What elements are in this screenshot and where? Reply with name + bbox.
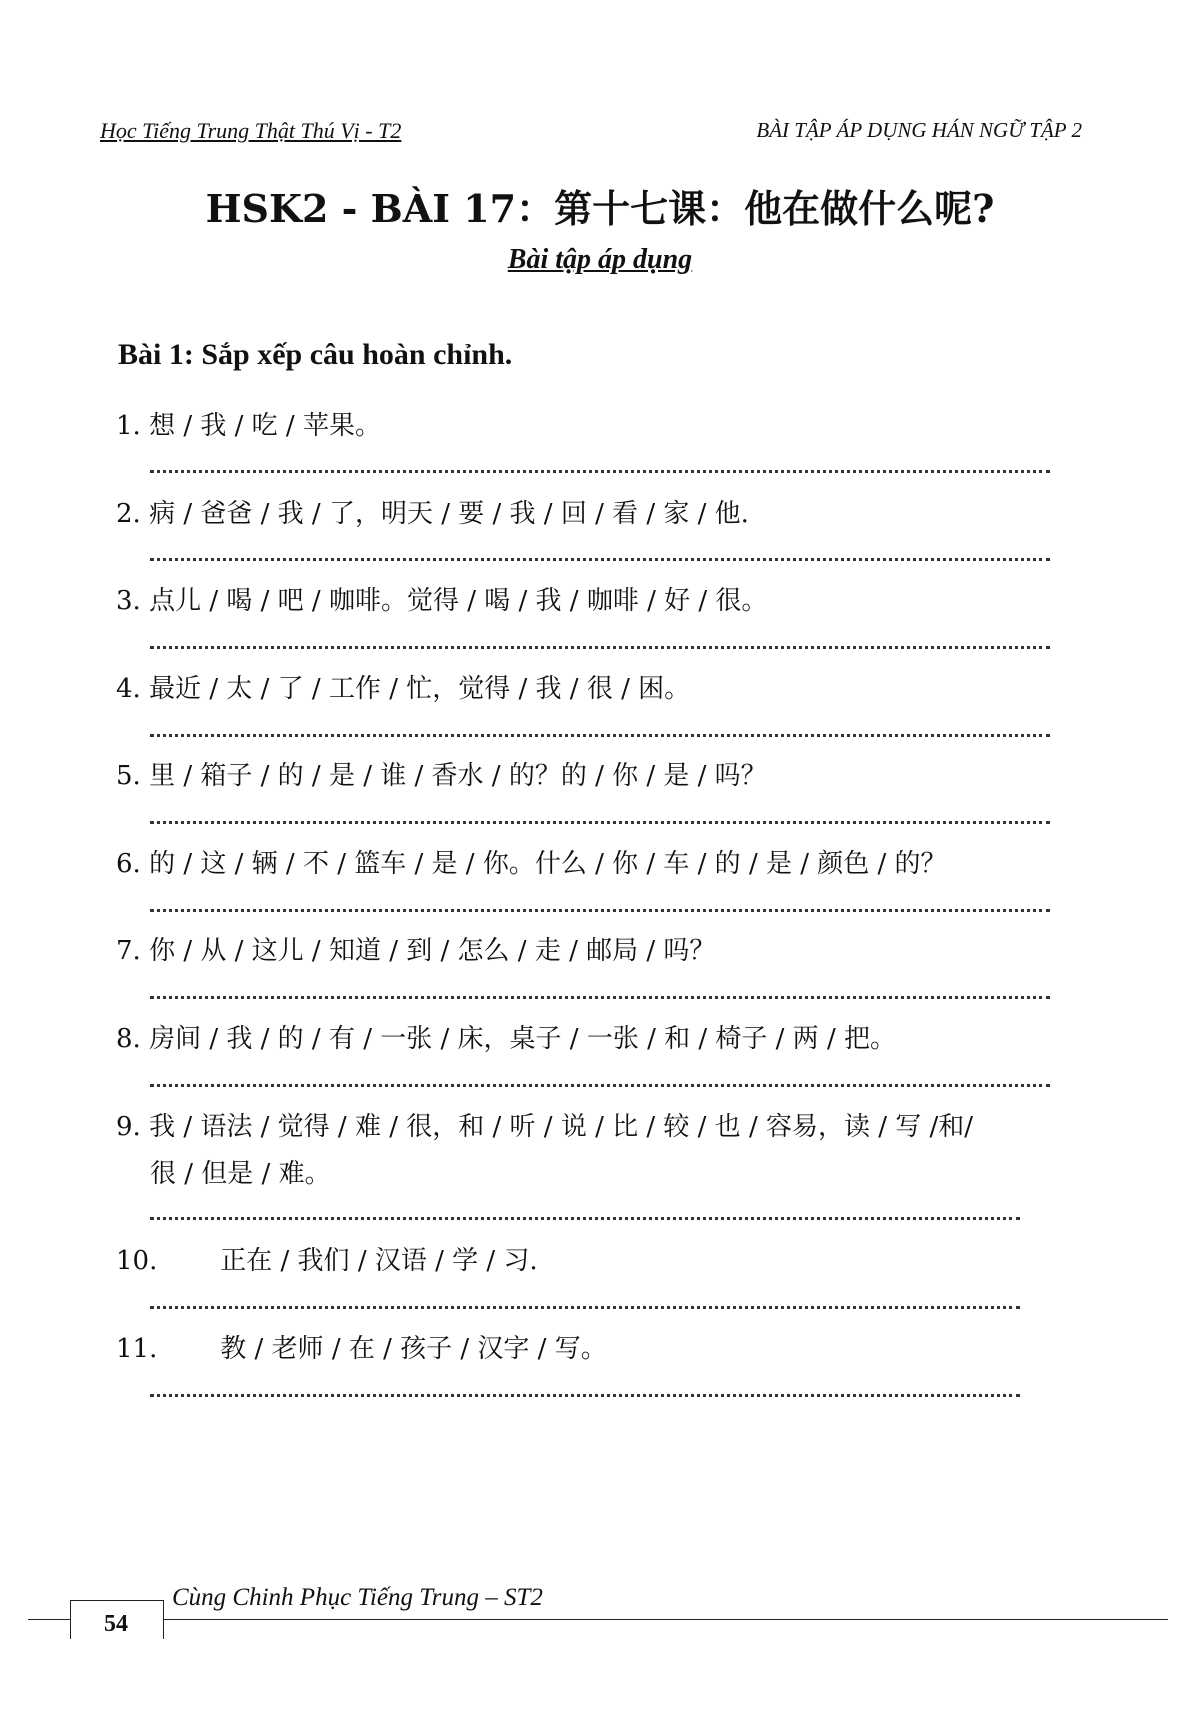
question-text: 正在 / 我们 / 汉语 / 学 / 习.: [220, 1246, 538, 1276]
question-text: 我 / 语法 / 觉得 / 难 / 很，和 / 听 / 说 / 比 / 较 / 也 / 容易，读 / 写 /和/: [149, 1112, 974, 1142]
question-number: 10.: [116, 1246, 158, 1276]
question-3: [116, 580, 767, 617]
answer-line-2[interactable]: [150, 558, 1050, 561]
answer-line-9[interactable]: [150, 1217, 1020, 1220]
question-number: 6.: [116, 849, 141, 879]
question-11: [116, 1328, 607, 1365]
question-number: 4.: [116, 674, 141, 704]
question-number: 5.: [116, 761, 141, 791]
page-subtitle: Bài tập áp dụng: [507, 244, 693, 275]
question-2: [116, 493, 749, 530]
footer-rule: [28, 1619, 1168, 1620]
question-7: [116, 930, 715, 967]
exercise-heading: Bài 1: Sắp xếp câu hoàn chỉnh.: [118, 338, 513, 371]
question-text: 最近 / 太 / 了 / 工作 / 忙，觉得 / 我 / 很 / 困。: [149, 674, 691, 704]
question-number: 2.: [116, 499, 141, 529]
answer-line-1[interactable]: [150, 470, 1050, 473]
answer-line-3[interactable]: [150, 646, 1050, 649]
question-9: [116, 1106, 973, 1143]
header-book-title: Học Tiếng Trung Thật Thú Vị - T2: [100, 118, 402, 143]
question-text: 点儿 / 喝 / 吧 / 咖啡。觉得 / 喝 / 我 / 咖啡 / 好 / 很。: [149, 586, 768, 616]
answer-line-7[interactable]: [150, 996, 1050, 999]
page-number: 54: [104, 1611, 128, 1637]
page-title: HSK2 - BÀI 17：第十七课：他在做什么呢?: [205, 186, 995, 231]
question-text: 的 / 这 / 辆 / 不 / 篮车 / 是 / 你。什么 / 你 / 车 / 的 / 是 / 颜色 / 的？: [149, 849, 947, 879]
question-text: 病 / 爸爸 / 我 / 了，明天 / 要 / 我 / 回 / 看 / 家 / 他.: [149, 499, 749, 529]
question-6: [116, 843, 947, 880]
question-text: 房间 / 我 / 的 / 有 / 一张 / 床，桌子 / 一张 / 和 / 椅子 / 两 / 把。: [149, 1024, 896, 1054]
question-5: [116, 755, 767, 792]
question-number: 8.: [116, 1024, 141, 1054]
answer-line-5[interactable]: [150, 821, 1050, 824]
question-1: [116, 405, 381, 442]
footer-series-title: Cùng Chinh Phục Tiếng Trung – ST2: [172, 1584, 543, 1611]
answer-line-4[interactable]: [150, 734, 1050, 737]
question-number: 9.: [116, 1112, 141, 1142]
question-4: [116, 668, 690, 705]
question-number: 11.: [116, 1334, 158, 1364]
question-text: 想 / 我 / 吃 / 苹果。: [149, 411, 381, 441]
answer-line-8[interactable]: [150, 1084, 1050, 1087]
question-number: 7.: [116, 936, 141, 966]
answer-line-11[interactable]: [150, 1394, 1020, 1397]
answer-line-10[interactable]: [150, 1306, 1020, 1309]
question-9-continuation: 很 / 但是 / 难。: [150, 1159, 331, 1189]
question-number: 1.: [116, 411, 141, 441]
header-section-title: BÀI TẬP ÁP DỤNG HÁN NGỮ TẬP 2: [756, 118, 1082, 142]
question-text: 里 / 箱子 / 的 / 是 / 谁 / 香水 / 的？的 / 你 / 是 / 吗？: [149, 761, 767, 791]
question-text: 教 / 老师 / 在 / 孩子 / 汉字 / 写。: [220, 1334, 607, 1364]
question-text: 你 / 从 / 这儿 / 知道 / 到 / 怎么 / 走 / 邮局 / 吗？: [149, 936, 716, 966]
question-10: [116, 1240, 538, 1277]
question-number: 3.: [116, 586, 141, 616]
question-8: [116, 1018, 896, 1055]
answer-line-6[interactable]: [150, 909, 1050, 912]
